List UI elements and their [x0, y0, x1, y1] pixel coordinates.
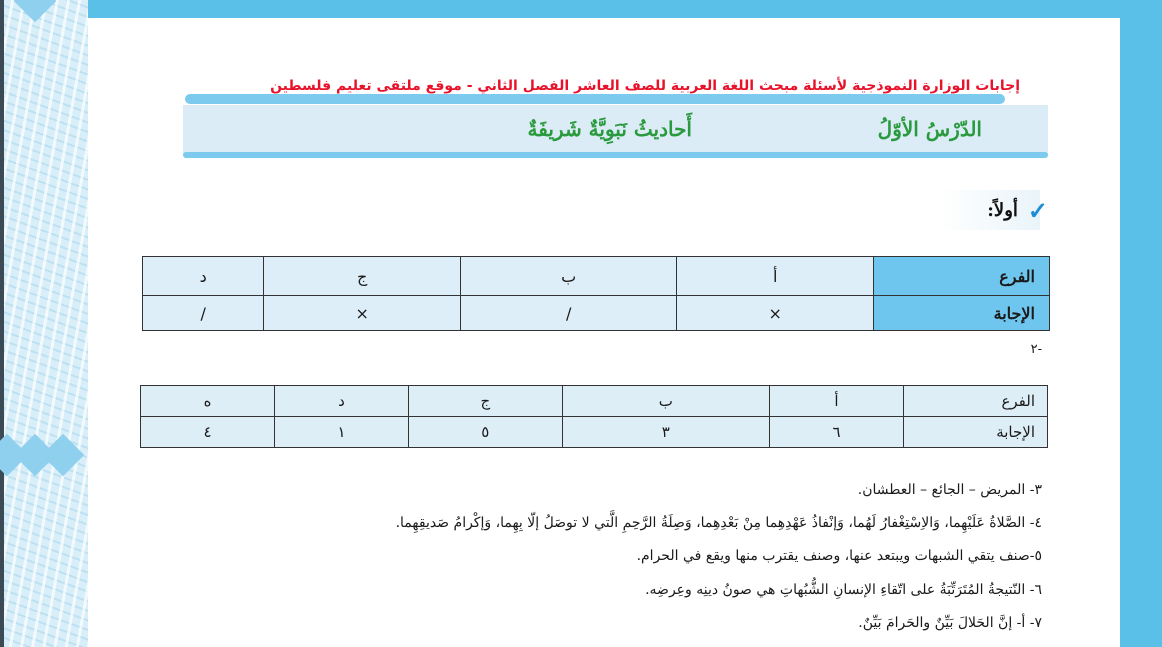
answers-table-1	[142, 256, 1050, 331]
answer-3: ٣- المريض – الجائع – العطشان.	[857, 482, 1042, 498]
answer-6: ٦- النّتيجةُ المُتَرَتِّبَةُ على اتّقاءِ الإنسانِ الشُّبُهاتِ هي صونُ دينِه وعِرضِه.	[645, 582, 1042, 598]
lesson-title: أَحاديثُ نَبَوِيَّةٌ شَريفَةٌ	[527, 117, 692, 141]
check-icon: ✓	[1027, 195, 1048, 225]
table-cell: ه	[141, 386, 275, 417]
table-cell: د	[143, 257, 264, 296]
strip-border	[0, 0, 4, 647]
table-cell: /	[143, 296, 264, 331]
table-header-cell: الفرع	[874, 257, 1050, 296]
table-cell: أ	[770, 386, 904, 417]
table-cell: ٤	[141, 417, 275, 448]
section-heading	[940, 190, 1050, 230]
table-cell: ٥	[408, 417, 562, 448]
table-cell: ٦	[770, 417, 904, 448]
answers-table-2	[140, 385, 1048, 448]
table-header-cell: الفرع	[904, 386, 1048, 417]
table-row	[141, 417, 1048, 448]
answer-7: ٧- أ- إنَّ الحَلالَ بَيِّنٌ والحَرامَ بَيِّنٌ.	[858, 615, 1042, 631]
calligraphy-pattern	[0, 0, 88, 647]
table-cell: ج	[408, 386, 562, 417]
question-2-label: -٢	[1030, 342, 1042, 357]
table-row	[143, 257, 1050, 296]
table-row	[141, 386, 1048, 417]
table-cell: ×	[264, 296, 461, 331]
table-cell: /	[460, 296, 676, 331]
table-row	[143, 296, 1050, 331]
lesson-top-line	[185, 94, 1005, 104]
lesson-banner-shadow	[183, 152, 1048, 158]
table-cell: ١	[275, 417, 409, 448]
table-cell: ب	[460, 257, 676, 296]
right-accent-bar	[1120, 0, 1162, 647]
page-header: إجابات الوزارة النموذجية لأسئلة مبحث اللغة العربية للصف العاشر الفصل الثاني - موقع ملتقى تعليم فلسطين	[270, 78, 1020, 94]
lesson-number: الدّرْسُ الأوّلُ	[877, 117, 982, 141]
answer-5: ٥-صنف يتقي الشبهات ويبتعد عنها، وصنف يقترب منها ويقع في الحرام.	[636, 548, 1042, 564]
left-decorative-strip	[0, 0, 88, 647]
top-accent-bar	[88, 0, 1162, 18]
table-cell: ج	[264, 257, 461, 296]
section-label: أولاً:	[987, 199, 1018, 221]
answer-4: ٤- الصَّلاةُ عَلَيْهِما، وَالاِسْتِغْفارُ لَهُما، وَإنْفاذُ عَهْدِهِما مِنْ بَعْدِهِما، وَصِلَةُ الرَّحِمِ الَّتي لا توصَلُ إلّا بِهِما، وَإكْرامُ صَديقِهِما.	[395, 515, 1042, 531]
table-cell: ×	[677, 296, 874, 331]
table-cell: د	[275, 386, 409, 417]
table-header-cell: الإجابة	[874, 296, 1050, 331]
table-cell: أ	[677, 257, 874, 296]
table-header-cell: الإجابة	[904, 417, 1048, 448]
table-cell: ب	[562, 386, 769, 417]
table-cell: ٣	[562, 417, 769, 448]
